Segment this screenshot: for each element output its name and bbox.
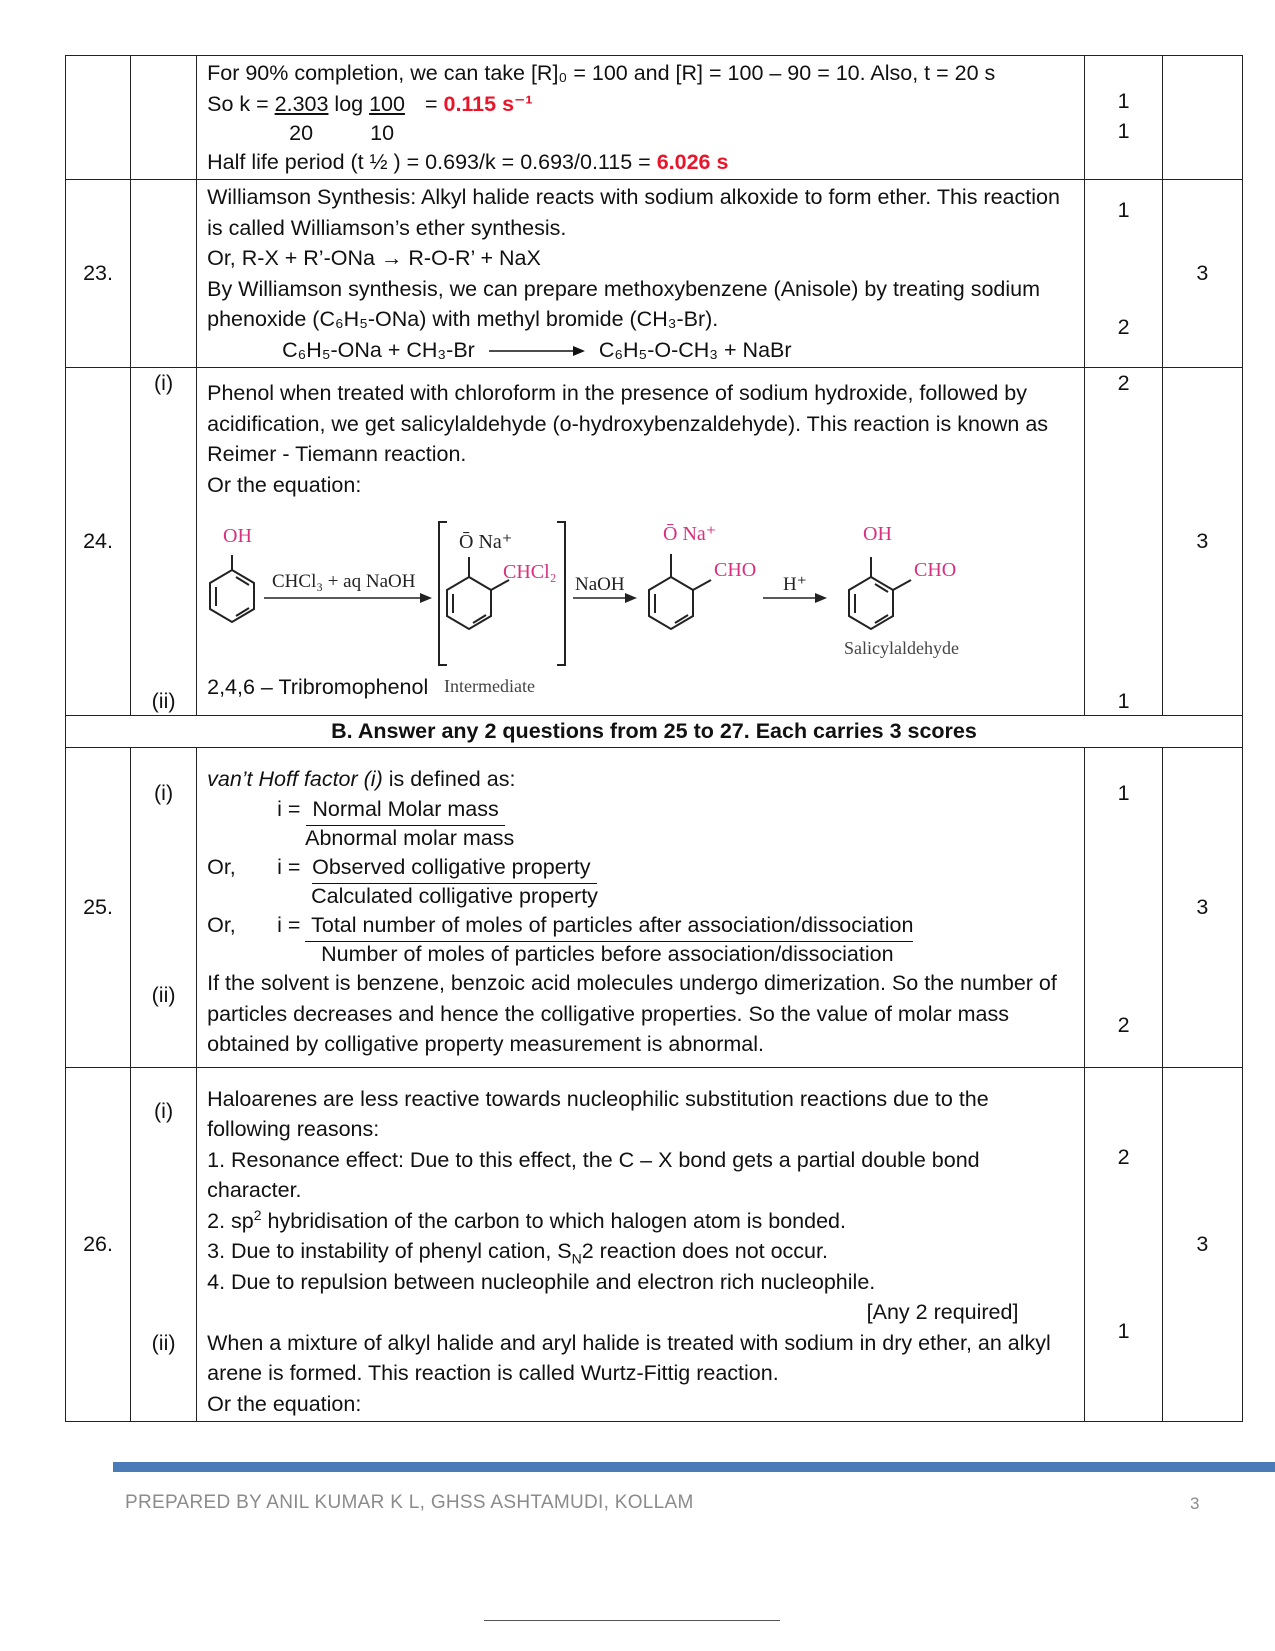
phenoxide-label: Ō Na⁺ <box>459 531 513 553</box>
intermediate-label: Intermediate <box>444 676 536 696</box>
oh-label: OH <box>223 525 252 547</box>
answer-cell: Haloarenes are less reactive towards nucleophilic substitution reactions due to the following reasons: 1. Resonance effect: Due to this effect, the C – X bond gets a partial double bond character. 2. $sp^2$ hybridisation of the carbon to which halogen atom is bonded. 3. Due to instability of phenyl cation, $S_N2$ reaction does not occur. 4. Due to repulsion between nucleophile and electron rich nucleophile. [Any 2 required] When a mixture of alkyl halide and aryl halide is treated with sodium in dry ether, an alkyl arene is formed. This reaction is called Wurtz-Fittig reaction. Or the equation: <box>197 1067 1085 1422</box>
question-number: 23. <box>66 180 131 368</box>
phenoxide-label: Ō Na⁺ <box>663 523 717 545</box>
footer-bar <box>113 1462 1275 1472</box>
benzene-ring-icon <box>447 557 509 629</box>
formula-1: i = Normal Molar mass Abnormal molar mass <box>207 794 1074 852</box>
sub-label: (ii) <box>151 689 176 713</box>
footer-credit: PREPARED BY ANIL KUMAR K L, GHSS ASHTAMUDI, KOLLAM <box>125 1492 694 1513</box>
reagent-label: H⁺ <box>783 574 807 595</box>
total-score-cell <box>1162 56 1242 180</box>
fraction-numerator: 2.303 <box>274 91 329 116</box>
score-cell: 2 1 <box>1085 1067 1162 1422</box>
table-row-q23 <box>66 180 1243 368</box>
total-score: 3 <box>1162 747 1242 1067</box>
score-cell: 1 2 <box>1085 747 1162 1067</box>
sub-question-cell <box>131 747 197 1067</box>
score-cell: 1 1 <box>1085 56 1162 180</box>
fraction-denominator: 10 <box>370 120 395 145</box>
reagent-label: NaOH <box>575 574 625 595</box>
explanation-paragraph: If the solvent is benzene, benzoic acid molecules undergo dimerization. So the number of particles decreases and hence the colligative properties. So the value of molar mass obtained by colligative property measurement is abnormal. <box>207 971 1057 1056</box>
half-life-line: Half life period (t ½ ) = 0.693/k = 0.693/0.115 = 6.026 s <box>207 149 729 174</box>
section-heading: B. Answer any 2 questions from 25 to 27. Each carries 3 scores <box>66 716 1243 748</box>
formula-3: Or, i = Total number of moles of particles after association/dissociation Number of moles of particles before association/dissociation <box>207 910 1074 968</box>
rate-constant-line: So k = 2.303 log 100 = 0.115 s⁻¹ 20 10 <box>207 89 1074 147</box>
sub-question-cell <box>131 1067 197 1422</box>
fraction-denominator: 20 <box>289 120 314 145</box>
cho-label: CHO <box>714 559 757 581</box>
benzene-ring-icon <box>649 554 711 629</box>
question-number-cell <box>66 56 131 180</box>
product-label: Salicylaldehyde <box>844 638 960 658</box>
williamson-equation: C₆H₅-ONa + CH₃-Br C₆H₅-O-CH₃ + NaBr <box>282 337 792 362</box>
divider <box>484 1620 780 1621</box>
table-row-q24 <box>66 368 1243 716</box>
sub-question-cell <box>131 368 197 716</box>
fraction-numerator: 100 <box>369 91 405 116</box>
total-score: 3 <box>1162 368 1242 716</box>
answer-key-table <box>65 55 1243 1422</box>
sub-label: (i) <box>154 780 174 805</box>
answer-cell: van’t Hoff factor (i) is defined as: i = Normal Molar mass Abnormal molar mass Or, i = Observed colligative property Calculated colligative property Or, i = Total number of moles of particles after association/dissociation Number of moles of particles before association/dissociation If the solvent is benzene, benzoic acid molecules undergo dimerization. So the number of particles decreases and hence the colligative properties. So the value of molar mass obtained by colligative property measurement is abnormal. <box>197 747 1085 1067</box>
rate-constant-value: 0.115 s⁻¹ <box>443 91 533 116</box>
benzene-ring-icon <box>849 557 911 629</box>
section-heading-row <box>66 716 1243 748</box>
total-score: 3 <box>1162 1067 1242 1422</box>
answer-cell: Williamson Synthesis: Alkyl halide reacts with sodium alkoxide to form ether. This reaction is called Williamson’s ether synthesis. Or, R-X + R’-ONa → R-O-R’ + NaX By Williamson synthesis, we can prepare methoxybenzene (Anisole) by treating sodium phenoxide (C₆H₅-ONa) with methyl bromide (CH₃-Br). C₆H₅-ONa + CH₃-Br C₆H₅-O-CH₃ + NaBr <box>197 180 1085 368</box>
answer-cell <box>197 56 1085 180</box>
answer-key-sheet <box>65 55 1243 1422</box>
cho-label: CHO <box>914 559 957 581</box>
sub-question-cell <box>131 56 197 180</box>
answer-cell: Phenol when treated with chloroform in the presence of sodium hydroxide, followed by acidification, we get salicylaldehyde (o-hydroxybenzaldehyde). This reaction is known as Reimer - Tiemann reaction. Or the equation: OH CHCl₃ + aq NaOH Ō Na⁺ CHCl₂ Intermediate NaOH Ō Na⁺ CHO H⁺ OH CHO Salicylaldehyde 2,4,6 – Tribromophenol <box>197 368 1085 716</box>
table-row-q22 <box>66 56 1243 180</box>
vant-hoff-term: van’t Hoff factor (i) <box>207 766 383 791</box>
answer-line: For 90% completion, we can take [R]₀ = 100 and [R] = 100 – 90 = 10. Also, t = 20 s <box>207 61 996 85</box>
benzene-ring-icon <box>210 555 254 622</box>
chcl2-label: CHCl₂ <box>503 561 557 583</box>
page-number: 3 <box>1190 1494 1200 1513</box>
note-label: [Any 2 required] <box>866 1300 1019 1324</box>
total-score: 3 <box>1162 180 1242 368</box>
sub-label: (ii) <box>151 1330 176 1355</box>
formula-2: Or, i = Observed colligative property Calculated colligative property <box>207 852 1074 910</box>
oh-label: OH <box>863 523 892 545</box>
sub-label: (i) <box>154 1098 174 1123</box>
score-cell: 1 2 <box>1085 180 1162 368</box>
table-row-q26 <box>66 1067 1243 1422</box>
question-number: 24. <box>66 368 131 716</box>
sub-question-cell <box>131 180 197 368</box>
score-cell: 2 1 <box>1085 368 1162 716</box>
question-number: 26. <box>66 1067 131 1422</box>
table-row-q25 <box>66 747 1243 1067</box>
sub-label: (ii) <box>151 982 176 1007</box>
question-number: 25. <box>66 747 131 1067</box>
half-life-value: 6.026 s <box>656 149 729 174</box>
reagent-label: CHCl₃ + aq NaOH <box>272 571 416 592</box>
reaction-arrow-icon <box>487 344 587 358</box>
sub-label: (i) <box>154 371 174 395</box>
